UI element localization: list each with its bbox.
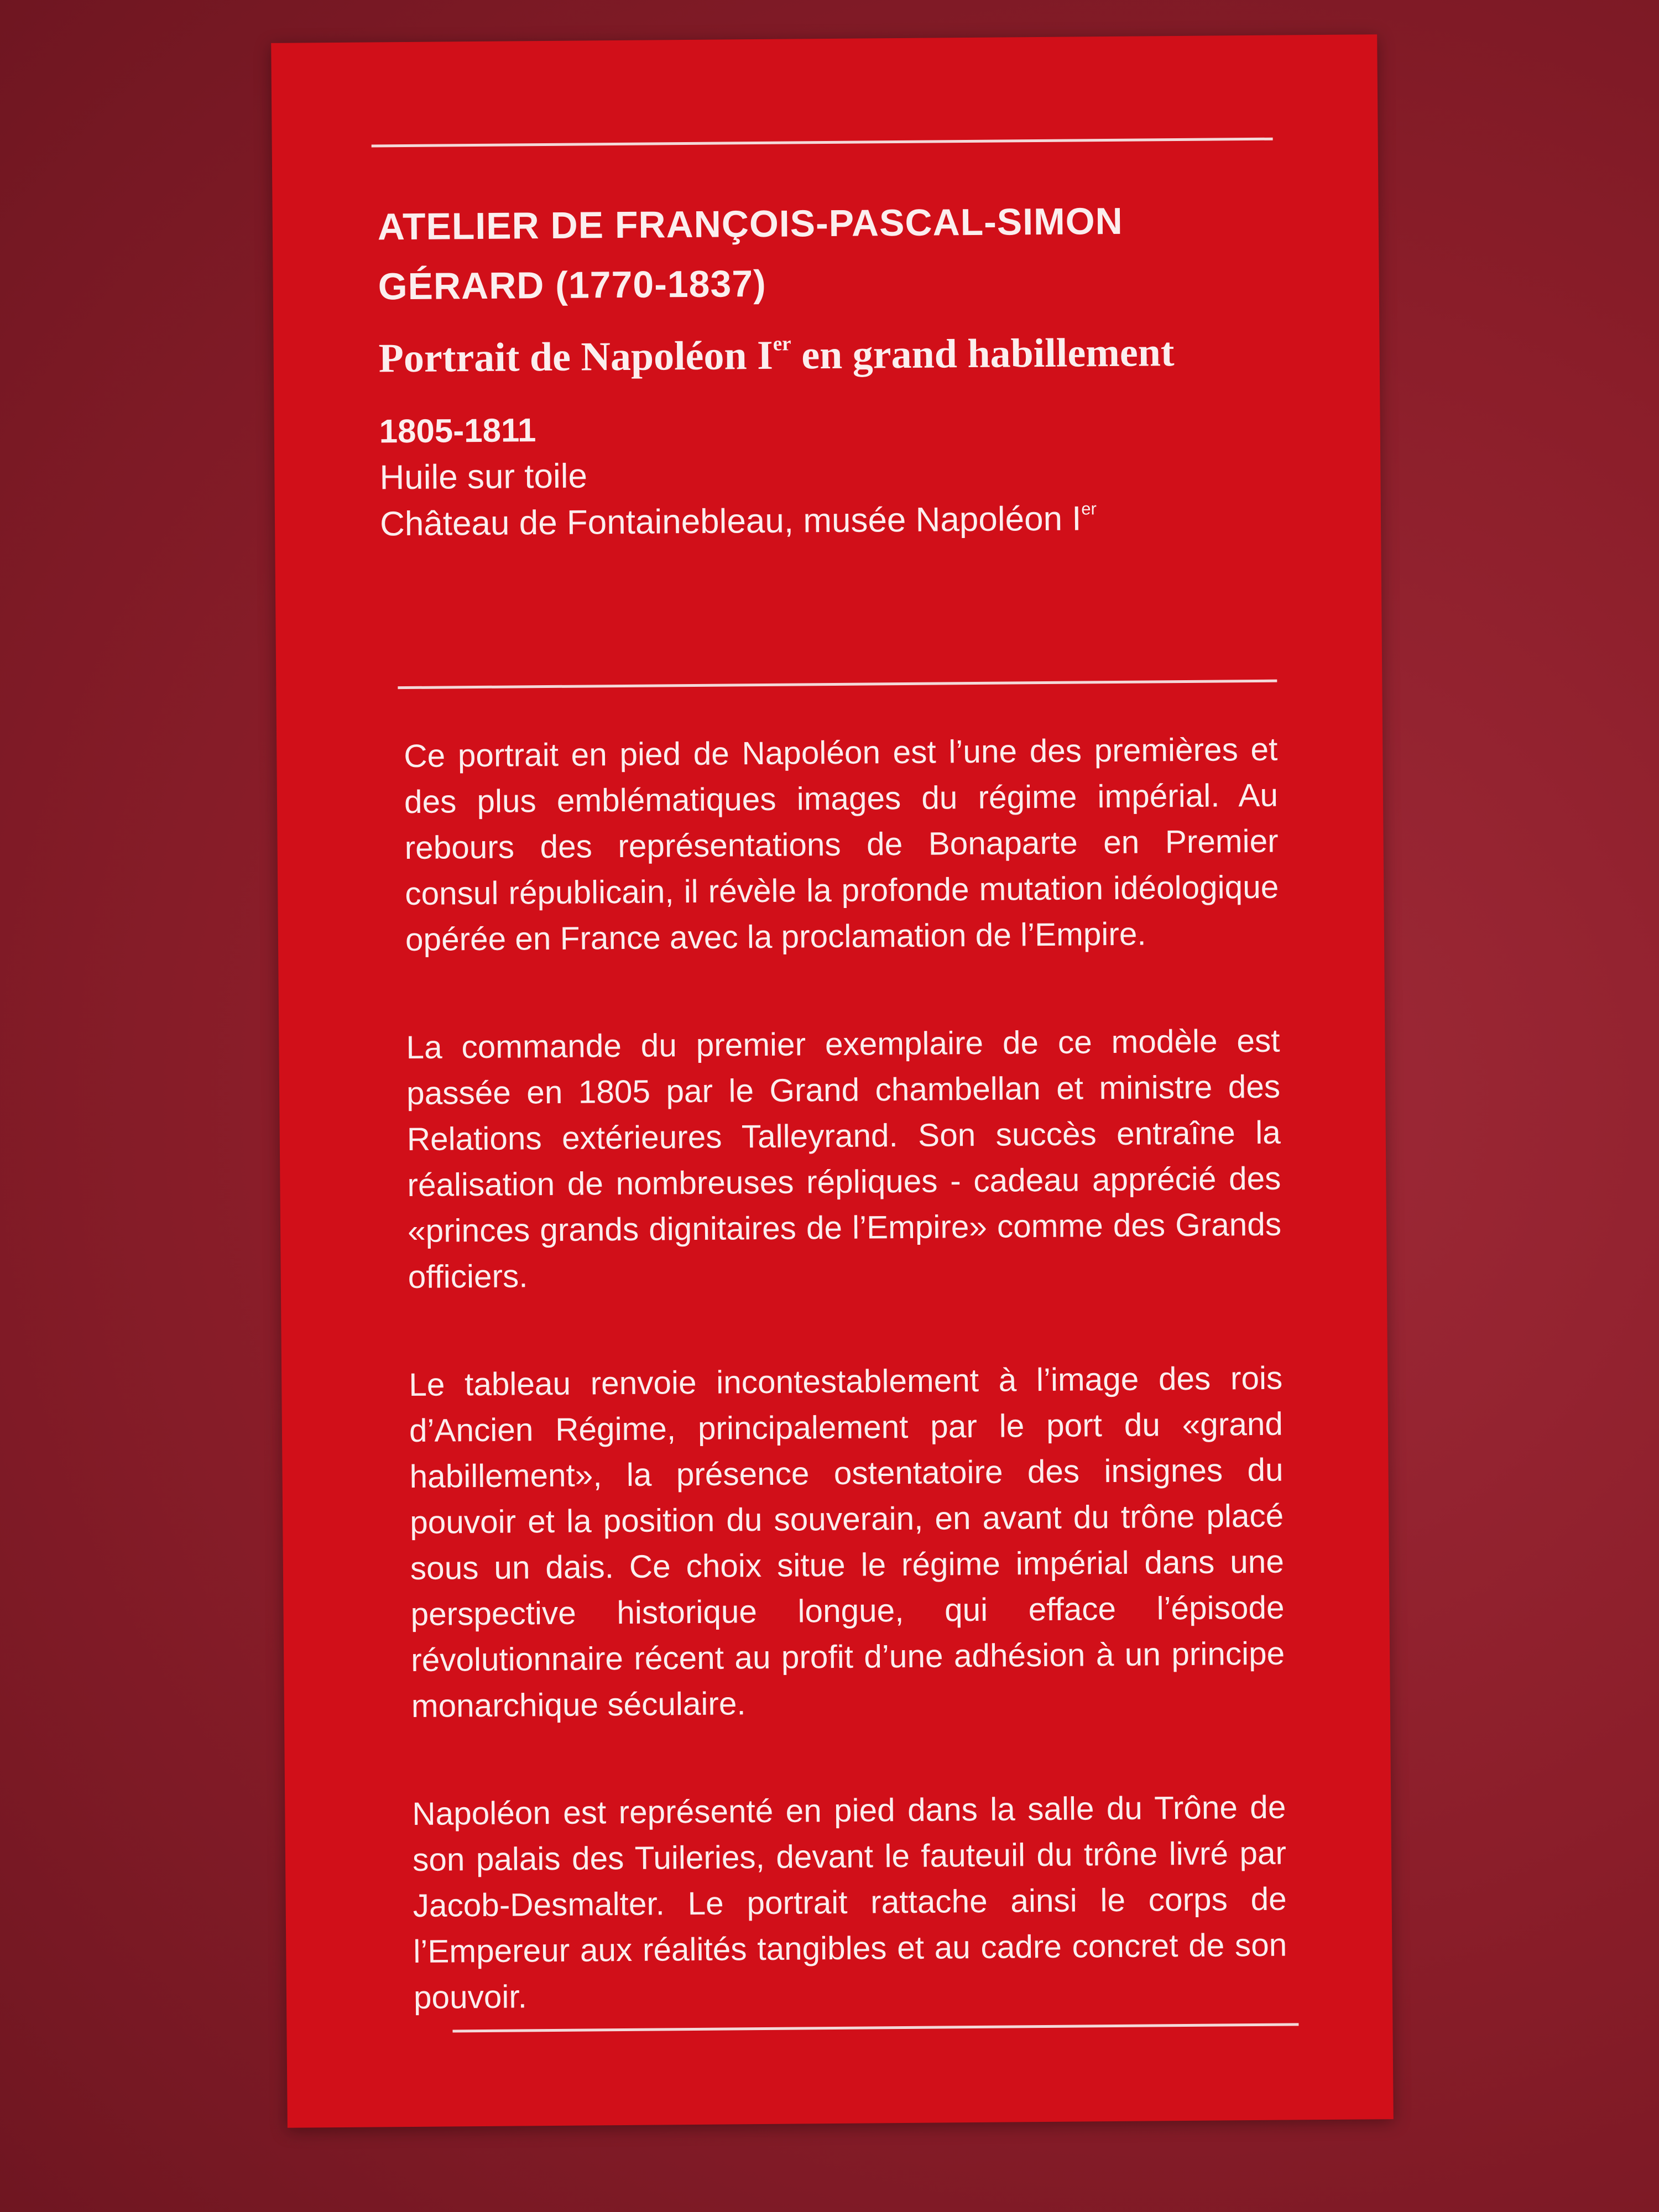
title-superscript: er	[773, 332, 791, 356]
location-superscript: er	[1081, 499, 1097, 519]
middle-divider	[398, 680, 1277, 689]
title-rest: en grand habillement	[791, 330, 1175, 378]
top-divider	[372, 138, 1273, 148]
placard-header	[377, 190, 1309, 547]
location-main: Château de Fontainebleau, musée Napoléon I	[379, 499, 1082, 544]
artist-line-1: ATELIER DE FRANÇOIS-PASCAL-SIMON	[377, 200, 1124, 248]
artwork-location	[380, 494, 1310, 547]
description-paragraph-3: Le tableau renvoie incontestablement à l’image des rois d’Ancien Régime, principalement par le port du «grand habillement», la présence ostentatoire des insignes du pouvoir et la position du souverain, en avant du trône placé sous un dais. Ce choix situe le régime impérial dans une perspective historique longue, qui efface l’épisode révolutionnaire récent au profit d’une adhésion à un principe monarchique séculaire.	[409, 1360, 1285, 1725]
description-paragraph-2: La commande du premier exemplaire de ce modèle est passée en 1805 par le Grand chambellan et ministre des Relations extérieures Talleyrand. Son succès entraîne la réalisation de nombreuses répliques - cadeau apprécié des «princes grands dignitaires de l’Empire» comme des Grands officiers.	[406, 1022, 1282, 1296]
artwork-title	[378, 324, 1308, 386]
museum-placard	[271, 34, 1394, 2128]
artist-name	[377, 190, 1307, 316]
description-paragraph-1: Ce portrait en pied de Napoléon est l’une des premières et des plus emblématiques images du régime impérial. Au rebours des représentations de Bonaparte en Premier consul républicain, il révèle la profonde mutation idéologique opérée en France avec la proclamation de l’Empire.	[404, 731, 1279, 958]
placard-description	[404, 727, 1288, 2083]
artwork-medium: Huile sur toile	[379, 457, 588, 497]
description-paragraph-4: Napoléon est représenté en pied dans la salle du Trône de son palais des Tuileries, devant le fauteuil du trône livré par Jacob-Desmalter. Le portrait rattache ainsi le corps de l’Empereur aux réalités tangibles et au cadre concret de son pouvoir.	[412, 1789, 1287, 2016]
title-main: Portrait de Napoléon I	[378, 332, 774, 382]
artist-line-2: GÉRARD (1770-1837)	[378, 262, 767, 308]
artwork-dates: 1805-1811	[379, 411, 536, 450]
